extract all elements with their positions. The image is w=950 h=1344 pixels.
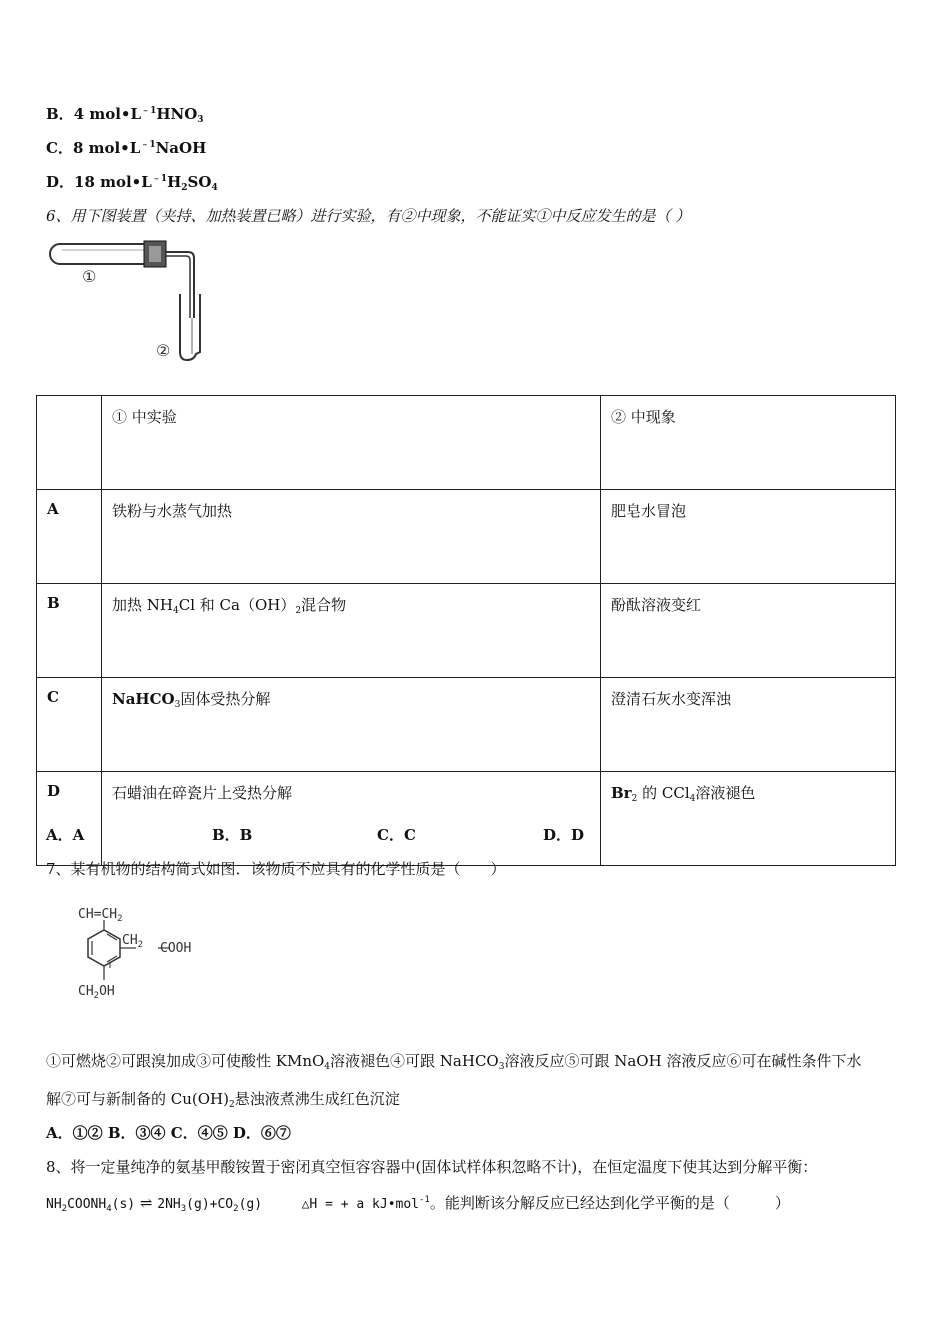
table-header-row [37, 396, 896, 490]
q6-option-b: B．B [212, 826, 253, 844]
tube-2-label: ② [156, 341, 171, 360]
table-row [37, 584, 896, 678]
header-key [37, 396, 102, 490]
header-experiment: ① 中实验 [102, 396, 601, 490]
row-experiment: 石蜡油在碎瓷片上受热分解 [102, 772, 601, 866]
methylene-group: $CH_2$ [122, 933, 144, 950]
q7-options: A．①② B．③④ C．④⑤ D．⑥⑦ [46, 1124, 291, 1142]
row-key: B [37, 584, 102, 678]
row-phenomenon: 酚酞溶液变红 [601, 584, 896, 678]
q6-option-a: A．A [46, 826, 85, 844]
row-phenomenon: 澄清石灰水变浑浊 [601, 678, 896, 772]
row-key: C [37, 678, 102, 772]
row-experiment: 加热 $NH_4Cl$ 和 $Ca(OH)_2$混合物 [102, 584, 601, 678]
header-phenomenon: ② 中现象 [601, 396, 896, 490]
apparatus-diagram [46, 236, 216, 364]
q8-equation: $NH_2COONH_4(s)$ ⇌ $2NH_3(g)+CO_2(g)$ △H = + a kJ•mol$^{-1}$。能判断该分解反应已经达到化学平衡的是（ ） [46, 1194, 790, 1214]
row-key: D [37, 772, 102, 866]
table-row [37, 772, 896, 866]
equilibrium-arrow-icon: ⇌ [139, 1194, 153, 1212]
structure-formula [60, 902, 220, 1004]
q6-stem: 6、用下图装置（夹持、加热装置已略）进行实验，有②中现象，不能证实①中反应发生的是（ ） [46, 207, 691, 225]
q6-table [36, 395, 896, 866]
row-phenomenon: 肥皂水冒泡 [601, 490, 896, 584]
q6-option-d: D．D [543, 826, 585, 844]
q8-stem: 8、将一定量纯净的氨基甲酸铵置于密闭真空恒容容器中(固体试样体积忽略不计)，在恒定温度下使其达到分解平衡： [46, 1158, 818, 1176]
hydroxymethyl-group: $CH_2OH$ [78, 984, 115, 1001]
row-experiment: 铁粉与水蒸气加热 [102, 490, 601, 584]
row-experiment: NaHCO$_3$固体受热分解 [102, 678, 601, 772]
q7-properties-line-2: 解⑦可与新制备的 $Cu(OH)_2$悬浊液煮沸生成红色沉淀 [46, 1090, 400, 1110]
tube-1-label: ① [82, 267, 97, 286]
carboxyl-group: COOH [160, 941, 192, 956]
row-key: A [37, 490, 102, 584]
q7-stem: 7、某有机物的结构简式如图．该物质不应具有的化学性质是（ ） [46, 860, 506, 878]
q6-option-c: C．C [377, 826, 416, 844]
q5-option-d: D．18 $mol•L^{﹣1}H_2SO_4$ [46, 173, 218, 193]
vinyl-group: $CH=CH_2$ [78, 907, 123, 924]
q5-option-b: B．4 $mol•L^{﹣1}HNO_3$ [46, 105, 204, 125]
row-phenomenon: $Br_2$ 的 CCl$_4$溶液褪色 [601, 772, 896, 866]
q7-properties-line-1: ①可燃烧②可跟溴加成③可使酸性 KMnO$_4$溶液褪色④可跟 NaHCO$_3$溶液反应⑤可跟 NaOH 溶液反应⑥可在碱性条件下水 [46, 1052, 862, 1072]
q5-option-c: C．8 $mol•L^{﹣1}NaOH$ [46, 139, 207, 157]
table-row [37, 490, 896, 584]
table-row [37, 678, 896, 772]
